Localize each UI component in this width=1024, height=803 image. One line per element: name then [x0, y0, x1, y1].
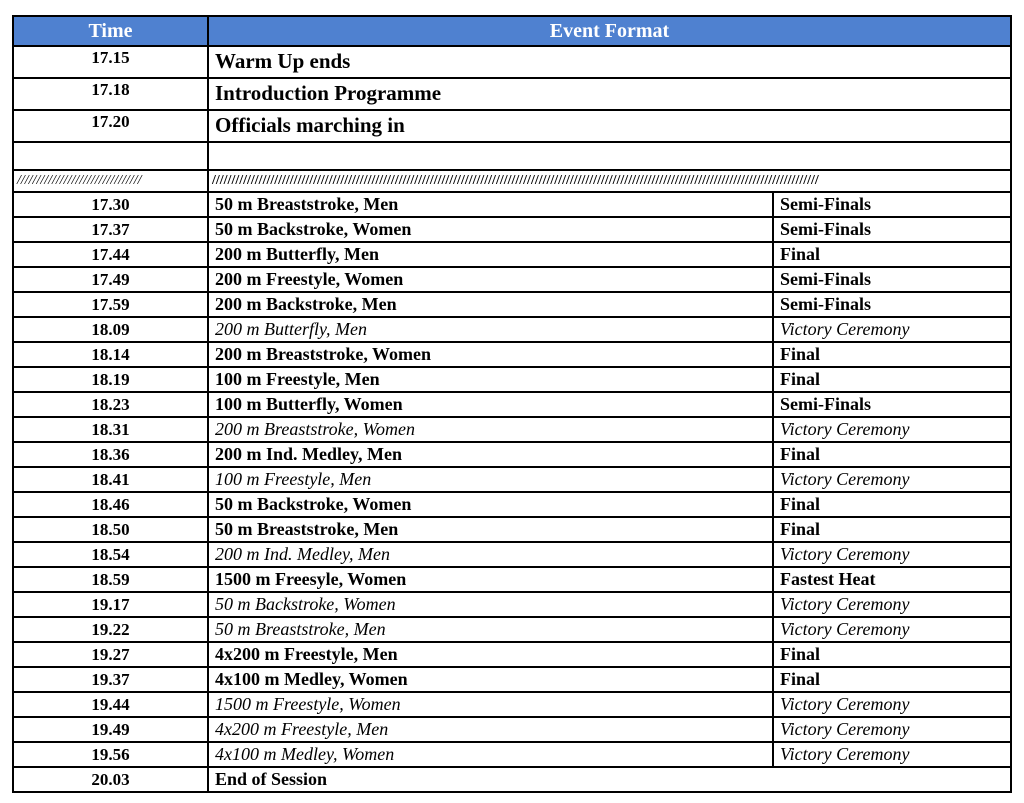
event-row — [13, 317, 1011, 342]
event-cell: 200 m Ind. Medley, Men — [208, 542, 773, 567]
event-row — [13, 617, 1011, 642]
event-cell: 50 m Backstroke, Women — [208, 217, 773, 242]
event-cell: Officials marching in — [208, 110, 1011, 142]
event-cell: 200 m Ind. Medley, Men — [208, 442, 773, 467]
event-row — [13, 667, 1011, 692]
stage-cell: Semi-Finals — [773, 217, 1011, 242]
time-cell: 18.50 — [13, 517, 208, 542]
event-row — [13, 292, 1011, 317]
time-cell: 19.56 — [13, 742, 208, 767]
event-cell: 200 m Butterfly, Men — [208, 242, 773, 267]
event-cell: 1500 m Freesyle, Women — [208, 567, 773, 592]
time-cell: 19.27 — [13, 642, 208, 667]
event-row — [13, 442, 1011, 467]
stage-cell: Final — [773, 242, 1011, 267]
time-cell: 19.44 — [13, 692, 208, 717]
event-cell: 4x100 m Medley, Women — [208, 667, 773, 692]
time-cell: 18.23 — [13, 392, 208, 417]
event-cell: 200 m Freestyle, Women — [208, 267, 773, 292]
end-body — [13, 767, 1011, 792]
stage-cell: Victory Ceremony — [773, 417, 1011, 442]
event-cell: 50 m Backstroke, Women — [208, 492, 773, 517]
separator-row — [13, 170, 1011, 192]
event-cell: End of Session — [208, 767, 1011, 792]
event-row — [13, 467, 1011, 492]
event-row — [13, 592, 1011, 617]
separator-event-cell: //////////////////////////////////////////////////////////////////////////////////////////////////////////////////////////////////////////////////////////// — [208, 170, 1011, 192]
stage-cell: Final — [773, 517, 1011, 542]
time-cell: 17.49 — [13, 267, 208, 292]
events-body — [13, 192, 1011, 767]
event-cell: 4x200 m Freestyle, Men — [208, 642, 773, 667]
stage-cell: Final — [773, 442, 1011, 467]
intro-row — [13, 78, 1011, 110]
stage-cell: Semi-Finals — [773, 267, 1011, 292]
event-row — [13, 742, 1011, 767]
event-cell: 50 m Breaststroke, Men — [208, 192, 773, 217]
stage-cell: Semi-Finals — [773, 392, 1011, 417]
event-cell: 100 m Butterfly, Women — [208, 392, 773, 417]
event-cell: 100 m Freestyle, Men — [208, 467, 773, 492]
blank-event-cell — [208, 142, 1011, 170]
stage-cell: Fastest Heat — [773, 567, 1011, 592]
schedule-header — [13, 16, 1011, 46]
stage-cell: Final — [773, 667, 1011, 692]
event-row — [13, 267, 1011, 292]
schedule-body — [13, 46, 1011, 192]
time-cell: 19.37 — [13, 667, 208, 692]
stage-cell: Victory Ceremony — [773, 692, 1011, 717]
time-cell: 20.03 — [13, 767, 208, 792]
time-cell: 18.36 — [13, 442, 208, 467]
event-row — [13, 542, 1011, 567]
time-cell: 18.54 — [13, 542, 208, 567]
time-cell: 18.09 — [13, 317, 208, 342]
event-row — [13, 192, 1011, 217]
time-cell: 17.18 — [13, 78, 208, 110]
stage-cell: Final — [773, 642, 1011, 667]
event-row — [13, 642, 1011, 667]
event-row — [13, 492, 1011, 517]
time-cell: 17.44 — [13, 242, 208, 267]
stage-cell: Victory Ceremony — [773, 592, 1011, 617]
time-cell: 18.19 — [13, 367, 208, 392]
event-row — [13, 567, 1011, 592]
event-cell: 50 m Breaststroke, Men — [208, 517, 773, 542]
event-row — [13, 342, 1011, 367]
event-cell: 200 m Breaststroke, Women — [208, 342, 773, 367]
event-row — [13, 392, 1011, 417]
time-cell: 18.14 — [13, 342, 208, 367]
time-cell: 17.37 — [13, 217, 208, 242]
event-row — [13, 242, 1011, 267]
stage-cell: Victory Ceremony — [773, 742, 1011, 767]
stage-cell: Victory Ceremony — [773, 317, 1011, 342]
time-cell: 18.31 — [13, 417, 208, 442]
event-cell: 50 m Backstroke, Women — [208, 592, 773, 617]
event-row — [13, 692, 1011, 717]
stage-cell: Final — [773, 342, 1011, 367]
event-cell: 200 m Breaststroke, Women — [208, 417, 773, 442]
event-cell: 200 m Butterfly, Men — [208, 317, 773, 342]
event-cell: Introduction Programme — [208, 78, 1011, 110]
intro-row — [13, 46, 1011, 78]
stage-cell: Victory Ceremony — [773, 617, 1011, 642]
stage-cell: Victory Ceremony — [773, 717, 1011, 742]
time-cell: 19.22 — [13, 617, 208, 642]
stage-cell: Semi-Finals — [773, 192, 1011, 217]
time-column-header: Time — [13, 16, 208, 46]
event-cell: 4x200 m Freestyle, Men — [208, 717, 773, 742]
time-cell: 19.49 — [13, 717, 208, 742]
time-cell: 17.20 — [13, 110, 208, 142]
event-cell: 200 m Backstroke, Men — [208, 292, 773, 317]
event-row — [13, 367, 1011, 392]
separator-time-cell: //////////////////////////////// — [13, 170, 208, 192]
stage-cell: Final — [773, 492, 1011, 517]
time-cell: 18.46 — [13, 492, 208, 517]
schedule-table — [12, 15, 1012, 793]
blank-row — [13, 142, 1011, 170]
event-row — [13, 417, 1011, 442]
time-cell: 17.59 — [13, 292, 208, 317]
time-cell: 17.15 — [13, 46, 208, 78]
event-format-column-header: Event Format — [208, 16, 1011, 46]
end-row — [13, 767, 1011, 792]
event-cell: 50 m Breaststroke, Men — [208, 617, 773, 642]
time-cell: 19.17 — [13, 592, 208, 617]
blank-time-cell — [13, 142, 208, 170]
event-row — [13, 717, 1011, 742]
stage-cell: Victory Ceremony — [773, 467, 1011, 492]
event-cell: Warm Up ends — [208, 46, 1011, 78]
time-cell: 18.59 — [13, 567, 208, 592]
event-cell: 1500 m Freestyle, Women — [208, 692, 773, 717]
event-row — [13, 517, 1011, 542]
event-cell: 100 m Freestyle, Men — [208, 367, 773, 392]
stage-cell: Semi-Finals — [773, 292, 1011, 317]
time-cell: 17.30 — [13, 192, 208, 217]
time-cell: 18.41 — [13, 467, 208, 492]
stage-cell: Final — [773, 367, 1011, 392]
intro-row — [13, 110, 1011, 142]
event-row — [13, 217, 1011, 242]
event-cell: 4x100 m Medley, Women — [208, 742, 773, 767]
stage-cell: Victory Ceremony — [773, 542, 1011, 567]
